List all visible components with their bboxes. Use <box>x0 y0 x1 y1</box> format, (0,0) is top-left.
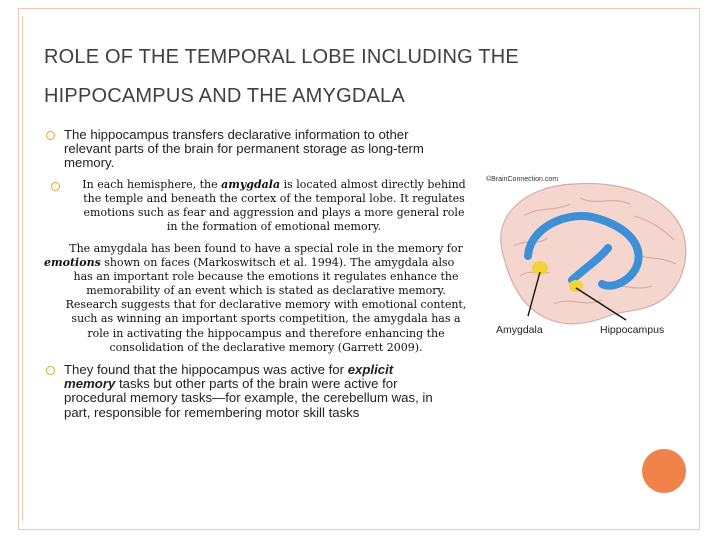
bullet-text-line <box>64 363 484 377</box>
bullet-text-line: part, responsible for remembering motor skill tasks <box>64 404 360 420</box>
bullet-circle-icon <box>51 182 60 191</box>
bullet-text-line: relevant parts of the brain for permanent storage as long-term <box>64 141 424 157</box>
brain-illustration <box>484 176 690 344</box>
text-run: tasks but other parts of the brain were active for <box>115 376 398 392</box>
paragraph-amygdala-emotion <box>44 242 488 355</box>
bullet-text-line: memory. <box>64 155 115 171</box>
emphasis-memory: memory <box>64 376 116 392</box>
title-line-2: HIPPOCAMPUS AND THE AMYGDALA <box>44 85 405 107</box>
text-run: shown on faces (Markoswitsch et al. 1994). The amygdala also <box>100 256 455 270</box>
paragraph-line: such as winning an important sports competition, the amygdala has a <box>71 312 461 326</box>
bullet-text-line: in the formation of emotional memory. <box>166 220 382 234</box>
brain-figure <box>484 176 690 344</box>
paragraph-line: Research suggests that for declarative memory with emotional content, <box>65 298 467 312</box>
bullet-text-line <box>64 377 484 391</box>
bullet-circle-icon <box>46 366 55 375</box>
paragraph-line: role in activating the hippocampus and therefore enhancing the <box>87 326 445 340</box>
paragraph-line: The amygdala has been found to have a special role in the memory for <box>69 242 463 255</box>
bullet-text-line: The hippocampus transfers declarative information to other <box>64 127 409 142</box>
decorative-orange-circle <box>642 449 686 493</box>
label-amygdala: Amygdala <box>496 324 543 336</box>
bullet-explicit-memory <box>64 363 484 420</box>
bullet-text-line: procedural memory tasks—for example, the cerebellum was, in <box>64 390 433 406</box>
paragraph-line <box>44 256 488 270</box>
slide-title <box>44 38 684 116</box>
paragraph-line: has an important role because the emotions it regulates enhance the <box>73 270 459 284</box>
text-run: is located almost directly behind <box>280 178 466 191</box>
bullet-amygdala-location <box>64 178 484 234</box>
bullet-text-line: the temple and beneath the cortex of the temporal lobe. It regulates <box>83 192 465 206</box>
title-line-1: ROLE OF THE TEMPORAL LOBE INCLUDING THE <box>44 46 519 68</box>
emphasis-amygdala: amygdala <box>221 178 281 191</box>
bullet-text-line: emotions such as fear and aggression and plays a more general role <box>83 206 465 220</box>
bullet-text-line <box>64 178 484 192</box>
text-run: In each hemisphere, the <box>82 178 222 191</box>
label-hippocampus: Hippocampus <box>600 324 665 336</box>
bullet-hippocampus-transfer <box>64 128 484 171</box>
figure-watermark: ©BrainConnection.com <box>486 176 559 183</box>
text-run: They found that the hippocampus was active for <box>64 362 348 377</box>
bullet-circle-icon <box>46 131 55 140</box>
emphasis-emotions: emotions <box>44 256 101 270</box>
paragraph-line: consolidation of the declarative memory (Garrett 2009). <box>109 340 423 354</box>
emphasis-explicit: explicit <box>347 362 394 377</box>
paragraph-line: memorability of an event which is stated as declarative memory. <box>86 284 446 298</box>
